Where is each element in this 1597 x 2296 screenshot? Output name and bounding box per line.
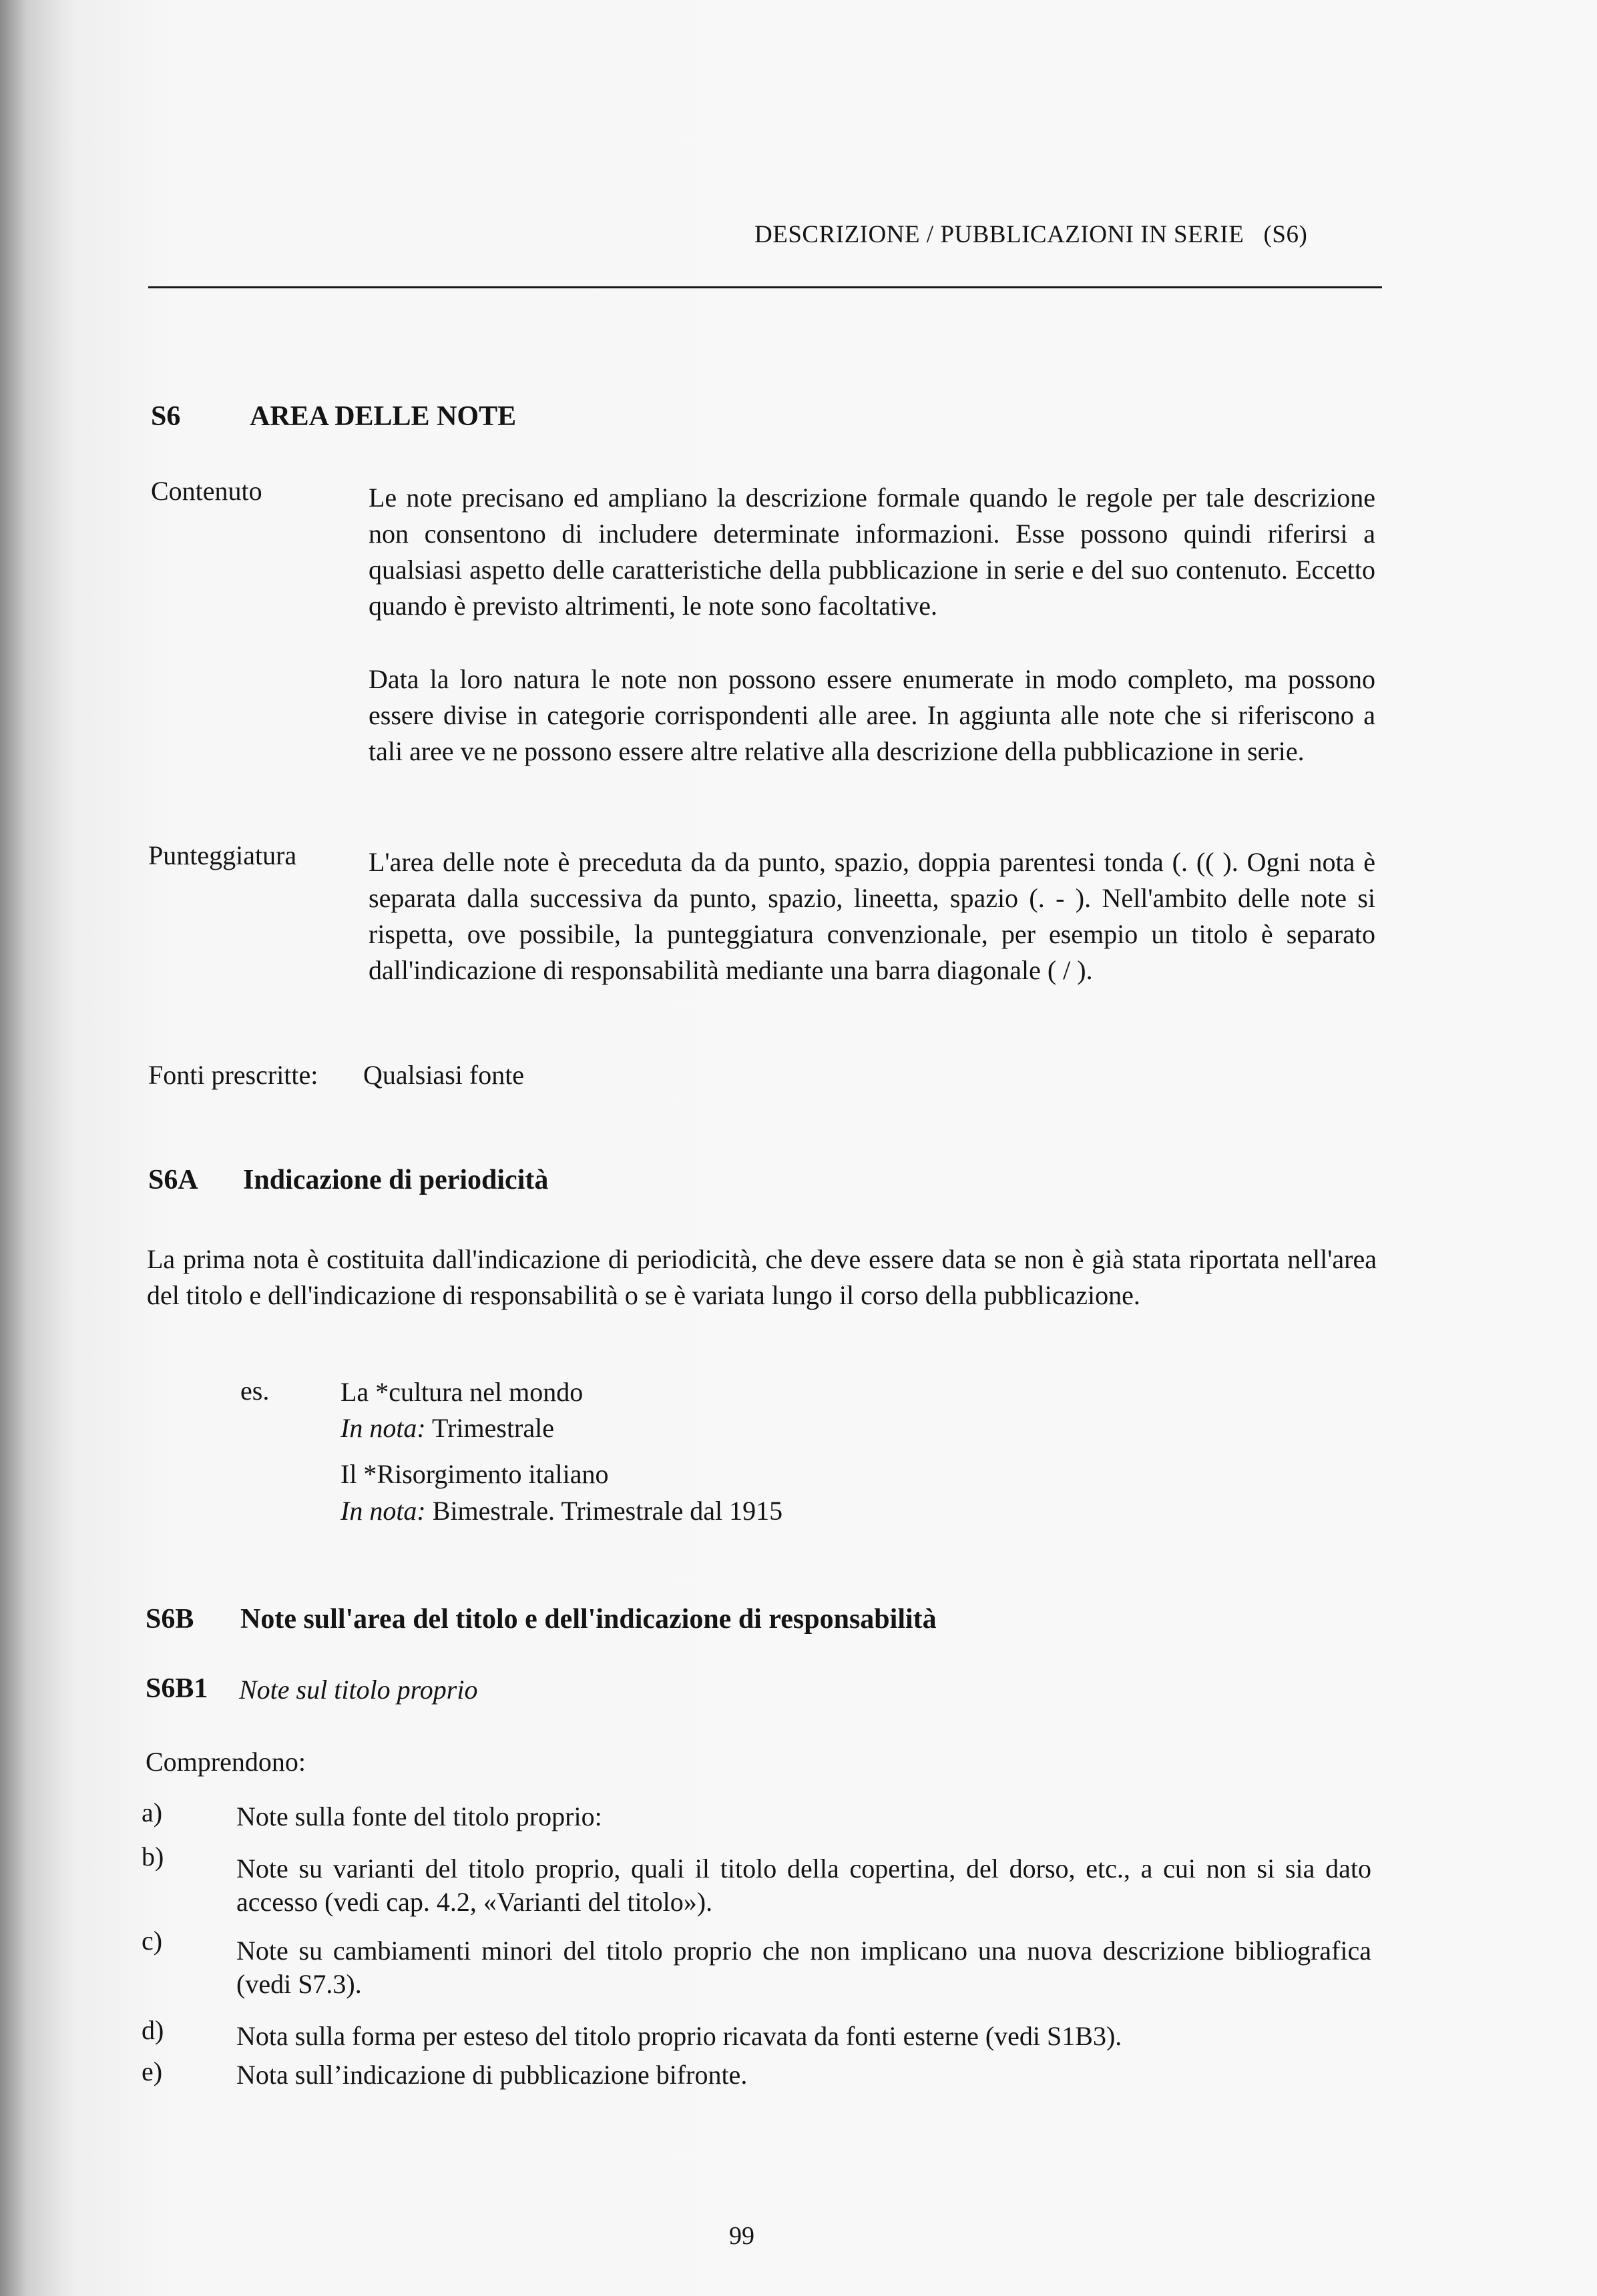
example-1-note-text: Trimestrale [432, 1413, 554, 1443]
example-1-note [340, 1412, 554, 1444]
list-item-b-text: Note su varianti del titolo proprio, quali il titolo della copertina, del dorso, etc., a cui non si sia dato accesso (vedi cap. 4.2, «Varianti del titolo»). [236, 1853, 1371, 1917]
section-title-s6a: Indicazione di periodicità [243, 1165, 549, 1195]
list-item-e-letter: e) [142, 2056, 163, 2086]
section-code-s6b1: S6B1 [146, 1673, 208, 1704]
list-intro: Comprendono: [146, 1747, 306, 1777]
example-2-note-text: Bimestrale. Trimestrale dal 1915 [432, 1496, 783, 1526]
list-item-c-letter: c) [142, 1926, 163, 1956]
section-code-s6b: S6B [146, 1604, 194, 1635]
section-title-s6b: Note sull'area del titolo e dell'indicazione di responsabilità [240, 1604, 937, 1635]
list-item-d-letter: d) [142, 2015, 164, 2045]
section-title-s6b1: Note sul titolo proprio [239, 1675, 478, 1705]
list-item-e-text: Nota sull’indicazione di pubblicazione bifronte. [236, 2060, 748, 2090]
contenuto-paragraph-1: Le note precisano ed ampliano la descrizione formale quando le regole per tale descrizione non consentono di includere determinate informazioni. Esse possono quindi riferirsi a qualsiasi aspetto delle caratteristiche della pubblicazione in serie e del suo contenuto. Eccetto quando è previsto altrimenti, le note sono facoltative. [369, 483, 1375, 621]
fonti-label: Fonti prescritte: [148, 1060, 318, 1090]
example-1-note-label: In nota: [340, 1413, 426, 1443]
list-item-a-text: Note sulla fonte del titolo proprio: [236, 1801, 602, 1831]
running-head: DESCRIZIONE / PUBBLICAZIONI IN SERIE (S6) [754, 221, 1308, 248]
header-rule [148, 286, 1382, 288]
section-code-s6a: S6A [148, 1165, 198, 1195]
example-2-note-label: In nota: [340, 1496, 426, 1526]
page-number: 99 [729, 2222, 754, 2250]
contenuto-paragraph-2: Data la loro natura le note non possono essere enumerate in modo completo, ma possono essere divise in categorie corrispondenti alle aree. In aggiunta alle note che si riferiscono a tali aree ve ne possono essere altre relative alla descrizione della pubblicazione in serie. [369, 664, 1375, 766]
list-item-b-letter: b) [142, 1841, 164, 1872]
example-2-note [340, 1495, 782, 1526]
section-title-s6: AREA DELLE NOTE [250, 401, 517, 432]
punteggiatura-label: Punteggiatura [148, 840, 297, 870]
fonti-text: Qualsiasi fonte [363, 1060, 525, 1090]
example-1-title: La *cultura nel mondo [340, 1377, 584, 1407]
list-item-d-text: Nota sulla forma per esteso del titolo proprio ricavata da fonti esterne (vedi S1B3). [236, 2021, 1122, 2051]
section-code-s6: S6 [151, 401, 181, 432]
punteggiatura-text: L'area delle note è preceduta da da punto, spazio, doppia parentesi tonda (. (( ). Ogni nota è separata dalla successiva da punto, spazio, lineetta, spazio (. - ). Nell'ambito delle note si rispetta, ove possibile, la punteggiatura convenzionale, per esempio un titolo è separato dall'indicazione di responsabilità mediante una barra diagonale ( / ). [369, 847, 1375, 985]
list-item-c-text: Note su cambiamenti minori del titolo proprio che non implicano una nuova descrizione bibliografica (vedi S7.3). [236, 1936, 1371, 1999]
example-label: es. [240, 1376, 270, 1406]
s6a-paragraph: La prima nota è costituita dall'indicazione di periodicità, che deve essere data se non è già stata riportata nell'area del titolo e dell'indicazione di responsabilità o se è variata lungo il corso della pubblicazione. [147, 1244, 1377, 1310]
contenuto-label: Contenuto [151, 476, 262, 506]
list-item-a-letter: a) [142, 1797, 163, 1827]
example-2-title: Il *Risorgimento italiano [340, 1459, 609, 1489]
